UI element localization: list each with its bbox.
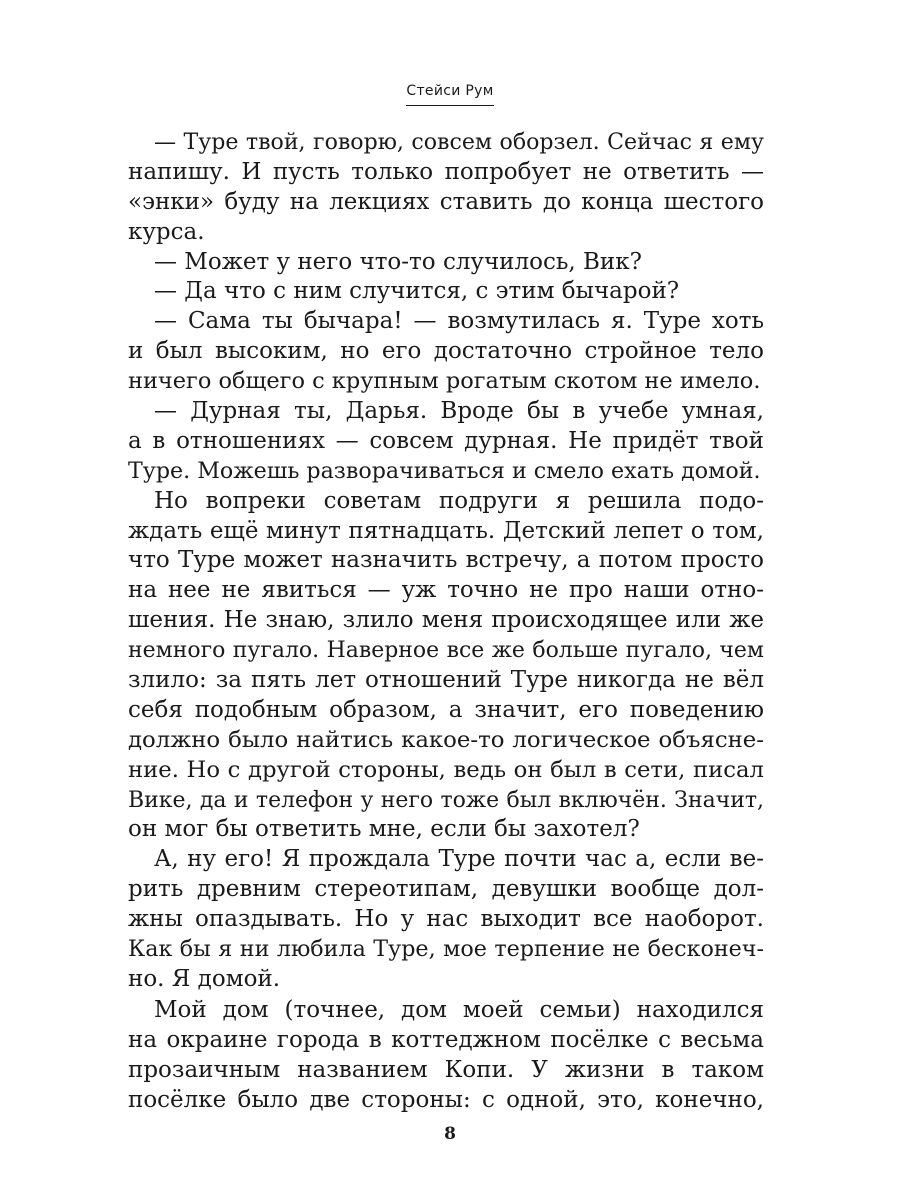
text-line: немного пугало. Наверное все же больше пугало, чем — [128, 638, 764, 664]
text-section-1 — [128, 128, 764, 995]
text-line: напишу. И пусть только попробует не ответить — — [128, 158, 764, 185]
text-line: — Может у него что-то случилось, Вик? — [154, 248, 642, 275]
text-line: шения. Не знаю, злило меня происходящее или же — [128, 607, 764, 634]
text-line: на нее не явиться — уж точно не про наши отно- — [128, 577, 764, 604]
text-line: ничего общего с крупным рогатым скотом не имело. — [128, 368, 761, 395]
text-line: злило: за пять лет отношений Туре никогда не вёл — [128, 667, 764, 694]
text-section-2 — [128, 996, 764, 1116]
text-line: «энки» буду на лекциях ставить до конца шестого — [128, 188, 764, 215]
text-line: курса. — [128, 218, 205, 245]
text-line: — Дурная ты, Дарья. Вроде бы в учебе умная, — [154, 398, 764, 425]
text-line: что Туре может назначить встречу, а потом просто — [128, 547, 764, 574]
page-number: 8 — [444, 1124, 456, 1144]
text-line: должно было найтись какое-то логическое объясне- — [128, 726, 764, 753]
running-header — [0, 80, 900, 106]
text-line: рить древним стереотипам, девушки вообще дол- — [128, 876, 764, 903]
text-line: но. Я домой. — [128, 965, 281, 992]
text-line: он мог бы ответить мне, если бы захотел? — [128, 816, 640, 843]
text-line: Но вопреки советам подруги я решила подо- — [154, 487, 764, 514]
header-author-name: Стейси Рум — [406, 83, 493, 106]
text-line: и был высоким, но его достаточно стройное тело — [128, 338, 764, 365]
text-line: на окраине города в коттеджном посёлке с весьма — [128, 1026, 764, 1053]
text-line: посёлке было две стороны: с одной, это, конечно, — [128, 1086, 764, 1113]
text-line: ждать ещё минут пятнадцать. Детский лепет о том, — [128, 517, 764, 544]
text-line: ние. Но с другой стороны, ведь он был в сети, писал — [128, 756, 764, 783]
text-line: Вике, да и телефон у него тоже был включён. Значит, — [128, 787, 764, 813]
text-line: Как бы я ни любила Туре, мое терпение не бесконеч- — [128, 936, 764, 963]
text-line: жны опаздывать. Но у нас выходит все наоборот. — [128, 906, 764, 933]
text-line: А, ну его! Я прождала Туре почти час а, если ве- — [154, 846, 764, 873]
text-line: — Туре твой, говорю, совсем оборзел. Сейчас я ему — [154, 129, 764, 155]
text-line: Мой дом (точнее, дом моей семьи) находился — [154, 997, 764, 1023]
text-line: — Сама ты бычара! — возмутилась я. Туре хоть — [154, 308, 764, 335]
text-line: прозаичным названием Копи. У жизни в таком — [128, 1056, 764, 1083]
text-line: Туре. Можешь разворачиваться и смело ехать домой. — [128, 457, 761, 484]
text-line: — Да что с ним случится, с этим бычарой? — [154, 278, 680, 305]
text-line: себя подобным образом, а значит, его поведению — [128, 696, 764, 723]
text-line: а в отношениях — совсем дурная. Не придёт твой — [128, 427, 764, 454]
